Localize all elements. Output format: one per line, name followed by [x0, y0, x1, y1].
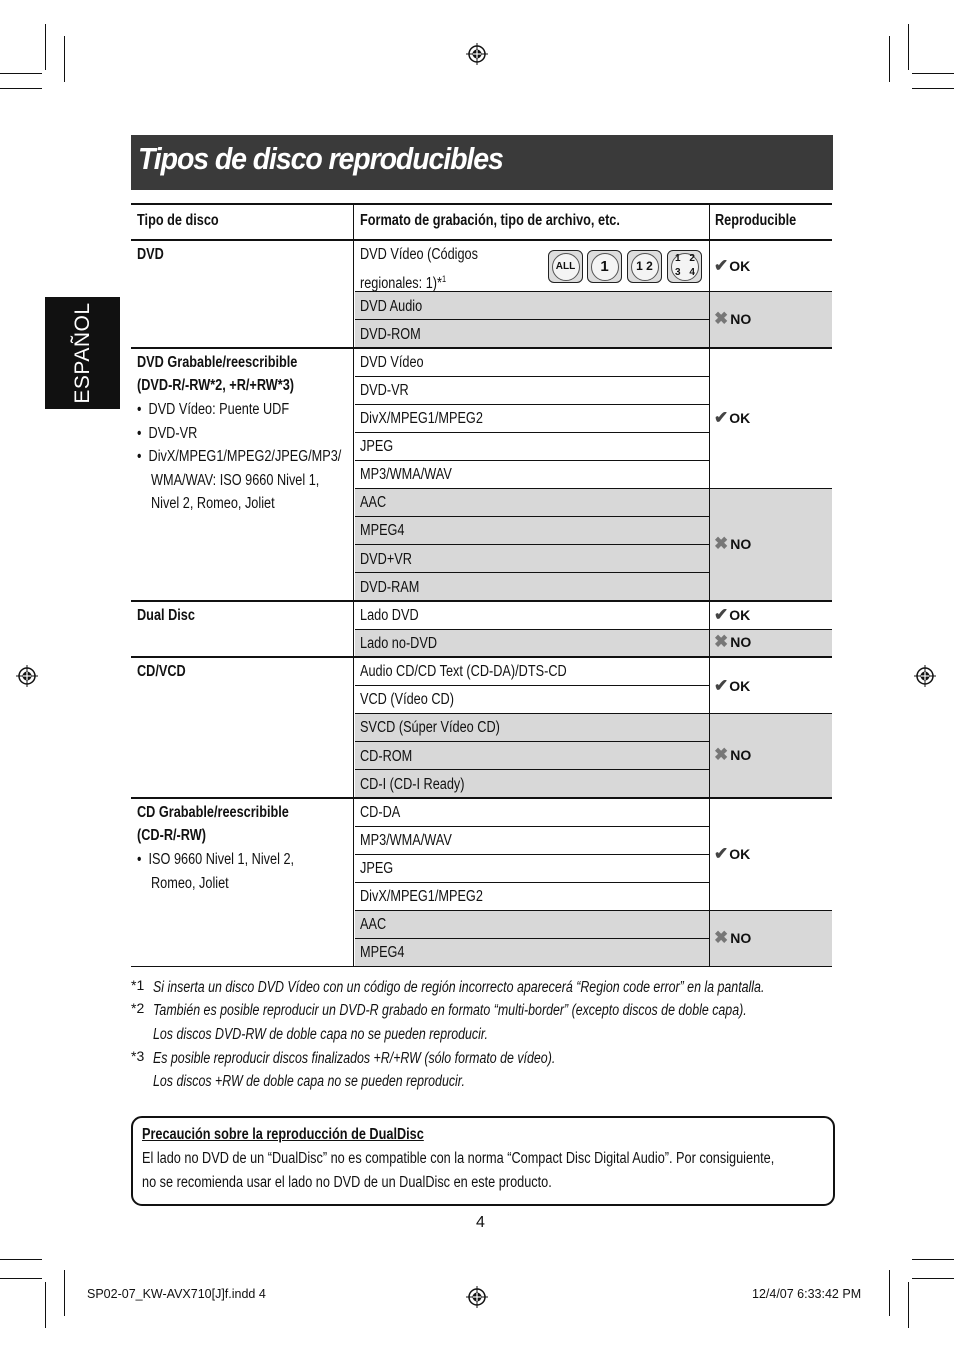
format-cell: MPEG4 [360, 522, 405, 539]
row-rule [355, 376, 709, 377]
language-tab [45, 297, 120, 409]
crop-mark [912, 1259, 954, 1260]
region-1234-icon [667, 250, 702, 283]
table-rule [131, 797, 832, 799]
no-label: NO [730, 311, 752, 327]
check-icon: ✔ [714, 256, 729, 275]
format-cell: DVD-RAM [360, 579, 420, 596]
crop-mark [45, 24, 46, 70]
bullet-text: DVD Vídeo: Puente UDF [148, 401, 290, 418]
format-cell: SVCD (Súper Vídeo CD) [360, 719, 500, 736]
format-cell: MPEG4 [360, 944, 405, 961]
table-rule [131, 347, 832, 349]
disc-type-dvd: DVD [137, 246, 164, 263]
footnote-text: Los discos +RW de doble capa no se pueden reproducir. [153, 1073, 465, 1090]
disc-type-dual: Dual Disc [137, 607, 195, 624]
format-cell-text: regionales: 1)* [360, 275, 442, 293]
format-cell: DVD Audio [360, 298, 423, 315]
title-bar [131, 135, 833, 190]
row-rule [355, 404, 709, 405]
format-cell: MP3/WMA/WAV [360, 466, 452, 483]
format-cell: DVD+VR [360, 551, 412, 568]
language-tab-label: ESPAÑOL [70, 302, 94, 404]
table-rule [131, 600, 832, 602]
ok-mark [714, 256, 750, 276]
crop-mark [912, 73, 954, 74]
table-rule [131, 966, 832, 967]
crop-mark [908, 1282, 909, 1328]
format-cell: Lado DVD [360, 607, 419, 624]
cross-icon: ✖ [714, 534, 729, 553]
region-1-icon [587, 250, 622, 283]
ok-label: OK [729, 410, 751, 426]
format-cell: AAC [360, 494, 387, 511]
crop-mark [0, 73, 42, 74]
ok-mark [714, 605, 750, 625]
table-rule [131, 203, 832, 205]
footer-date: 12/4/07 6:33:42 PM [752, 1287, 862, 1301]
caution-title: Precaución sobre la reproducción de DualDisc [142, 1126, 424, 1143]
cross-icon: ✖ [714, 309, 729, 328]
row-rule [355, 741, 709, 742]
check-icon: ✔ [714, 844, 729, 863]
no-mark [714, 632, 751, 652]
no-mark [714, 309, 751, 329]
crop-mark [0, 1259, 42, 1260]
footnote-text: Es posible reproducir discos finalizados +R/+RW (sólo formato de vídeo). [153, 1050, 556, 1067]
format-cell: MP3/WMA/WAV [360, 832, 452, 849]
bullet-cont: Nivel 2, Romeo, Joliet [151, 495, 275, 512]
cross-icon: ✖ [714, 632, 729, 651]
crop-mark [908, 24, 909, 70]
format-cell: DVD Vídeo [360, 354, 424, 371]
row-rule [355, 713, 832, 714]
format-cell: DivX/MPEG1/MPEG2 [360, 888, 483, 905]
no-label: NO [730, 747, 752, 763]
row-rule [355, 769, 709, 770]
ok-mark [714, 844, 750, 864]
bullet-item: • ISO 9660 Nivel 1, Nivel 2, [137, 851, 295, 868]
bullet-cont: Romeo, Joliet [151, 875, 229, 892]
region-label: ALL [555, 261, 576, 272]
crop-mark [64, 1270, 65, 1316]
format-cell: AAC [360, 916, 387, 933]
region-12-icon [627, 250, 662, 283]
bullet-text: DivX/MPEG1/MPEG2/JPEG/MP3/ [148, 448, 342, 465]
format-cell: JPEG [360, 860, 394, 877]
ok-label: OK [729, 607, 751, 623]
crop-mark [45, 1282, 46, 1328]
caution-box [131, 1116, 835, 1206]
header-format: Formato de grabación, tipo de archivo, etc. [360, 212, 620, 229]
format-cell [360, 267, 446, 296]
header-disc-type: Tipo de disco [137, 212, 219, 229]
page-title: Tipos de disco reproducibles [138, 141, 503, 176]
caution-text: no se recomienda usar el lado no DVD de un DualDisc en este producto. [142, 1174, 552, 1191]
no-label: NO [730, 634, 752, 650]
crop-mark [0, 88, 42, 89]
row-rule [355, 319, 709, 320]
registration-mark-icon [466, 1286, 488, 1308]
no-mark [714, 534, 751, 554]
no-shade [355, 292, 832, 348]
format-cell: JPEG [360, 438, 394, 455]
page-number: 4 [476, 1214, 485, 1231]
footnote-text: También es posible reproducir un DVD-R grabado en formato “multi-border” (excepto discos de doble capa). [153, 1002, 747, 1019]
bullet-item: • DVD-VR [137, 425, 198, 442]
check-icon: ✔ [714, 676, 729, 695]
format-cell: DVD-VR [360, 382, 409, 399]
crop-mark [889, 36, 890, 82]
bullet-text: ISO 9660 Nivel 1, Nivel 2, [148, 851, 295, 868]
ok-label: OK [729, 678, 751, 694]
row-rule [355, 826, 709, 827]
ok-mark [714, 676, 750, 696]
format-cell: DVD Vídeo (Códigos [360, 246, 478, 263]
cross-icon: ✖ [714, 928, 729, 947]
table-rule [131, 239, 832, 241]
crop-mark [0, 1278, 42, 1279]
bullet-text: DVD-VR [148, 425, 198, 442]
footnote-text: Si inserta un disco DVD Vídeo con un código de región incorrecto aparecerá “Region code error” en la pantalla. [153, 979, 765, 996]
crop-mark [912, 88, 954, 89]
check-icon: ✔ [714, 408, 729, 427]
footer-file: SP02-07_KW-AVX710[J]f.indd 4 [87, 1287, 266, 1301]
region-label: 1 [600, 258, 609, 275]
crop-mark [64, 36, 65, 82]
row-rule [355, 488, 832, 489]
bullet-cont: WMA/WAV: ISO 9660 Nivel 1, [151, 472, 320, 489]
format-cell: Audio CD/CD Text (CD-DA)/DTS-CD [360, 663, 567, 680]
footnote-ref: 1 [441, 274, 447, 284]
footnote-mark: *3 [131, 1048, 145, 1064]
no-mark [714, 928, 751, 948]
row-rule [355, 685, 709, 686]
row-rule [355, 544, 709, 545]
ok-mark [714, 408, 750, 428]
registration-mark-icon [466, 43, 488, 65]
row-rule [355, 910, 832, 911]
column-rule [709, 204, 710, 966]
region-all-icon [548, 250, 583, 283]
row-rule [355, 460, 709, 461]
footnote-text: Los discos DVD-RW de doble capa no se pueden reproducir. [153, 1026, 488, 1043]
row-rule [355, 516, 709, 517]
header-playable: Reproducible [715, 212, 797, 229]
format-cell: CD-ROM [360, 748, 413, 765]
format-cell: CD-I (CD-I Ready) [360, 776, 465, 793]
format-cell: VCD (Vídeo CD) [360, 691, 454, 708]
format-cell: DivX/MPEG1/MPEG2 [360, 410, 483, 427]
row-rule [355, 854, 709, 855]
region-label: 1 2 [636, 259, 653, 273]
disc-type-cdvcd: CD/VCD [137, 663, 186, 680]
row-rule [355, 432, 709, 433]
format-cell: Lado no-DVD [360, 635, 438, 652]
disc-type-dvd-rec-sub: (DVD-R/-RW*2, +R/+RW*3) [137, 377, 295, 394]
row-rule [355, 572, 709, 573]
disc-type-cd-rec: CD Grabable/reescribible [137, 804, 289, 821]
check-icon: ✔ [714, 605, 729, 624]
no-shade [355, 489, 832, 601]
bullet-item: • DVD Vídeo: Puente UDF [137, 401, 290, 418]
disc-type-dvd-rec: DVD Grabable/reescribible [137, 354, 298, 371]
row-rule [355, 629, 832, 630]
bullet-item: • DivX/MPEG1/MPEG2/JPEG/MP3/ [137, 448, 342, 465]
column-rule [353, 204, 354, 966]
row-rule [355, 882, 709, 883]
table-rule [131, 656, 832, 658]
no-mark [714, 745, 751, 765]
registration-mark-icon [914, 665, 936, 687]
caution-text: El lado no DVD de un “DualDisc” no es compatible con la norma “Compact Disc Digital Audio”. Por consiguiente, [142, 1150, 775, 1167]
crop-mark [912, 1278, 954, 1279]
disc-type-cd-rec-sub: (CD-R/-RW) [137, 827, 206, 844]
region-label: 1 2 3 4 [675, 253, 695, 278]
ok-label: OK [729, 258, 751, 274]
cross-icon: ✖ [714, 745, 729, 764]
row-rule [355, 938, 709, 939]
footnote-mark: *2 [131, 1000, 145, 1016]
ok-label: OK [729, 846, 751, 862]
no-label: NO [730, 536, 752, 552]
footnote-mark: *1 [131, 977, 145, 993]
no-label: NO [730, 930, 752, 946]
format-cell: DVD-ROM [360, 326, 421, 343]
crop-mark [889, 1270, 890, 1316]
format-cell: CD-DA [360, 804, 401, 821]
registration-mark-icon [16, 665, 38, 687]
